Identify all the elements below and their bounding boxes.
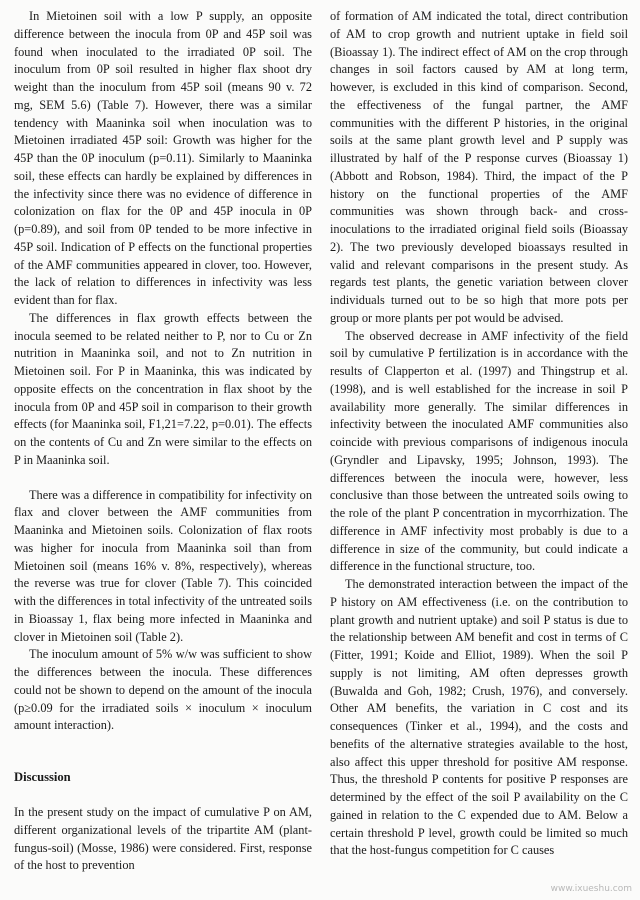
section-heading: Discussion — [14, 770, 71, 784]
paragraph: The inoculum amount of 5% w/w was sufficient to show the differences between the inocula. These differences could not be shown to depend on the amount of the inocula (p≥0.09 for the irradiated soils × inoculum × inoculum amount interaction). — [14, 647, 312, 733]
paragraph: The differences in flax growth effects between the inocula seemed to be related neither to P, nor to Cu or Zn nutrition in Maaninka soil, and not to Zn nutrition in Mietoinen soil. For P in Maaninka, this was indicated by opposite effects on the concentration in flax shoot by the inocula from 0P and 45P soil in comparison to their growth effects (for Maaninka soil, F1,21=7.22, p=0.01). The effects on the contents of Cu and Zn were similar to the effects on P in Maaninka soil. — [14, 310, 312, 467]
right-column — [330, 8, 628, 900]
paragraph: The demonstrated interaction between the impact of the P history on AM effectiveness (i.e. on the contribution to plant growth and nutrient uptake) and soil P status is due to the relationship between AM benefit and cost in terms of C (Fitter, 1991; Koide and Elliot, 1989). When the soil P supply is not limiting, AM often depresses growth (Buwalda and Goh, 1982; Crush, 1976), and conversely. Other AM benefits, the variation in C cost and its consequences (Tinker et al., 1994), and the costs and benefits of the alternative strategies available to the host, also affect this upper threshold for positive AM response. Thus, the threshold P contents for positive P responses are determined by the effect of the soil P availability on the C gained in relation to the C expended due to AM. Below a certain threshold P level, growth could be limited so much that the host-fungus competition for C causes — [330, 577, 628, 858]
paragraph: In the present study on the impact of cumulative P on AM, different organizational levels of the tripartite AM (plant-fungus-soil) (Mosse, 1986) were considered. First, response of the host to prevention — [14, 805, 312, 873]
left-column — [14, 8, 312, 900]
paragraph: The observed decrease in AMF infectivity of the field soil by cumulative P fertilization is in accordance with the results of Clapperton et al. (1997) and Thingstrup et al. (1998), and is well established for the increase in soil P availability more generally. The similar differences in infectivity between the inoculated AMF communities also coincide with previous comparisons of indigenous inocula (Gryndler and Lipavsky, 1995; Johnson, 1993). The differences between the inocula were, however, less conclusive than those between the untreated soils owing to the role of the plant P concentration in mycorrhization. The difference in AMF infectivity most probably is due to a difference in size of the community, but could indicate a difference in the functional structure, too. — [330, 328, 628, 574]
watermark: www.ixueshu.com — [550, 884, 632, 894]
paragraph: In Mietoinen soil with a low P supply, an opposite difference between the inocula from 0P and 45P soil was found when inoculated to the irradiated 0P soil. The inoculum from 0P soil resulted in higher flax shoot dry weight than the inoculum from 45P soil (means 90 v. 72 mg, SEM 5.6) (Table 7). However, there was a similar tendency with Maaninka soil when inoculation was to Mietoinen irradiated 45P soil: Growth was higher for the 45P than the 0P inoculum (p=0.11). Similarly to Maaninka soil, these effects can hardly be explained by differences in the infectivity since there was no evidence of difference in colonization on flax for the 0P and 45P inocula in 0P (p=0.89), and soil from 0P tended to be more infective in 45P soil. Indication of P effects on the functional properties of the AMF communities appeared in clover, too. However, the lack of relation to differences in infectivity was less evident than for flax. — [14, 9, 312, 307]
paragraph: There was a difference in compatibility for infectivity on flax and clover between the AMF communities from Maaninka and Mietoinen soils. Colonization of flax roots was higher for inocula from Maaninka soil than from Mietoinen soil (means 16% v. 8%, respectively), whereas the reverse was true for clover (Table 7). This coincided with the differences in total infectivity of the untreated soils in Bioassay 1, flax being more infected in Maaninka and clover in Mietoinen soil (Table 2). — [14, 487, 312, 644]
paragraph: of formation of AM indicated the total, direct contribution of AM to crop growth and nutrient uptake in field soil (Bioassay 1). The indirect effect of AM on the crop through changes in soil factors caused by AM at long term, however, is excluded in this kind of comparison. Second, the effectiveness of the fungal partner, the AMF communities with the different P histories, in the original soils at the same plant growth level and P supply was illustrated by half of the P response curves (Bioassay 1) (Abbott and Robson, 1984). Third, the impact of the P history on the functional properties of the AMF communities was shown through back- and cross-inoculations to the irradiated original field soils (Bioassay 2). The two previously developed bioassays resulted in valid and relevant comparisons in the present study. As regards test plants, the genetic variation between clover individuals turned out to be so high that more pots per group or more plants per pot would be advised. — [330, 9, 628, 325]
paragraph-spacer — [14, 470, 312, 487]
